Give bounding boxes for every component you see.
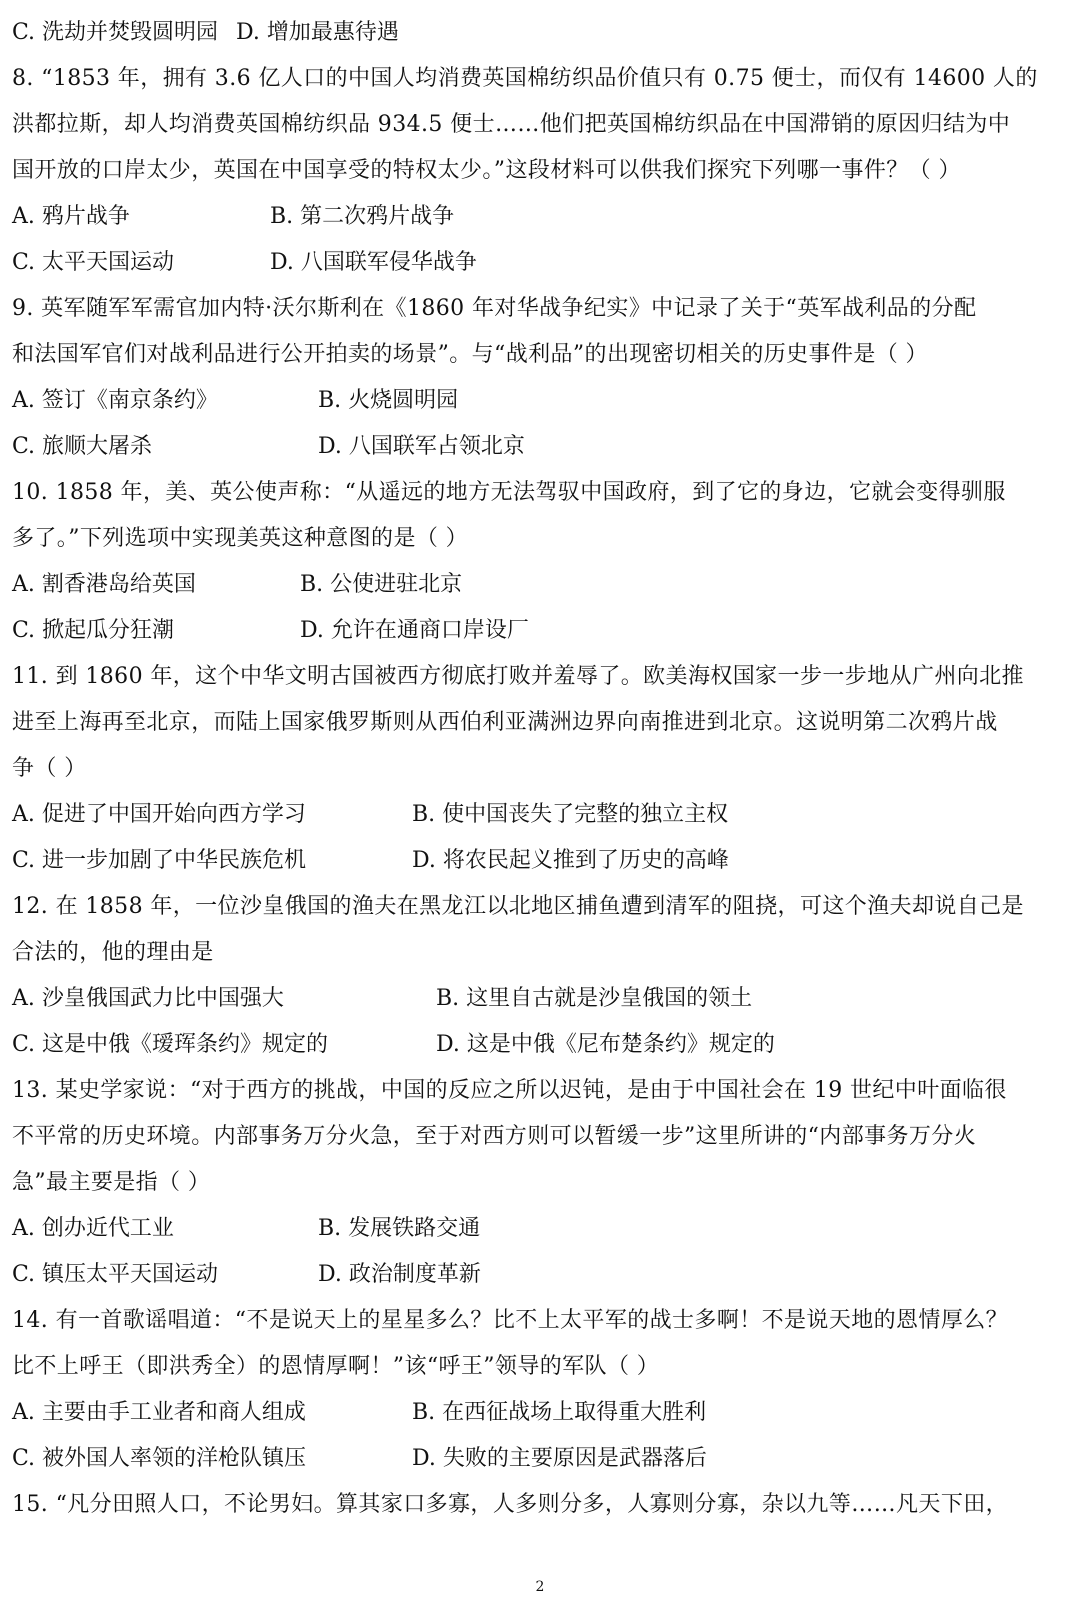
option-a: A. 创办近代工业 (12, 1216, 174, 1241)
question-text-line: 合法的，他的理由是 (12, 940, 214, 965)
option-c: C. 这是中俄《瑷珲条约》规定的 (12, 1032, 329, 1057)
option-c: C. 洗劫并焚毁圆明园 (12, 20, 219, 45)
option-d: D. 允许在通商口岸设厂 (300, 618, 529, 643)
option-a: A. 沙皇俄国武力比中国强大 (12, 986, 284, 1011)
question-text-line: 进至上海再至北京，而陆上国家俄罗斯则从西伯利亚满洲边界向南推进到北京。这说明第二次鸦片战 (12, 710, 998, 735)
option-c: C. 旅顺大屠杀 (12, 434, 153, 459)
option-a: A. 主要由手工业者和商人组成 (12, 1400, 306, 1425)
option-b: B. 火烧圆明园 (318, 388, 459, 413)
option-a: A. 促进了中国开始向西方学习 (12, 802, 306, 827)
question-text-line: 国开放的口岸太少，英国在中国享受的特权太少。”这段材料可以供我们探究下列哪一事件？（ ） (12, 158, 961, 183)
question-text-line: 争（ ） (12, 756, 87, 781)
question-text-line: 9. 英军随军军需官加内特·沃尔斯利在《1860 年对华战争纪实》中记录了关于“英军战利品的分配 (12, 296, 977, 321)
question-text-line: 12. 在 1858 年，一位沙皇俄国的渔夫在黑龙江以北地区捕鱼遭到清军的阻挠，可这个渔夫却说自己是 (12, 894, 1024, 919)
option-d: D. 八国联军占领北京 (318, 434, 525, 459)
question-text-line: 14. 有一首歌谣唱道：“不是说天上的星星多么？比不上太平军的战士多啊！不是说天地的恩情厚么？ (12, 1308, 1009, 1333)
option-a: A. 鸦片战争 (12, 204, 130, 229)
page-number: 2 (535, 1579, 545, 1595)
question-text-line: 急”最主要是指（ ） (12, 1170, 211, 1195)
option-c: C. 进一步加剧了中华民族危机 (12, 848, 307, 873)
question-text-line: 15. “凡分田照人口，不论男妇。算其家口多寡，人多则分多，人寡则分寡，杂以九等……凡天下田， (12, 1492, 1009, 1517)
question-text-line: 不平常的历史环境。内部事务万分火急，至于对西方则可以暂缓一步”这里所讲的“内部事务万分火 (12, 1124, 977, 1149)
option-d: D. 增加最惠待遇 (236, 20, 399, 45)
option-d: D. 将农民起义推到了历史的高峰 (412, 848, 729, 873)
option-b: B. 第二次鸦片战争 (270, 204, 455, 229)
question-text-line: 洪都拉斯，却人均消费英国棉纺织品 934.5 便士……他们把英国棉纺织品在中国滞销的原因归结为中 (12, 112, 1011, 137)
option-d: D. 八国联军侵华战争 (270, 250, 477, 275)
option-b: B. 发展铁路交通 (318, 1216, 481, 1241)
option-b: B. 公使进驻北京 (300, 572, 463, 597)
option-d: D. 失败的主要原因是武器落后 (412, 1446, 707, 1471)
option-d: D. 政治制度革新 (318, 1262, 481, 1287)
option-a: A. 割香港岛给英国 (12, 572, 196, 597)
question-text-line: 13. 某史学家说：“对于西方的挑战，中国的反应之所以迟钝，是由于中国社会在 19 世纪中叶面临很 (12, 1078, 1007, 1103)
question-text-line: 10. 1858 年，美、英公使声称：“从遥远的地方无法驾驭中国政府，到了它的身边，它就会变得驯服 (12, 480, 1006, 505)
question-text-line: 和法国军官们对战利品进行公开拍卖的场景”。与“战利品”的出现密切相关的历史事件是（ ） (12, 342, 928, 367)
question-text-line: 比不上呼王（即洪秀全）的恩情厚啊！”该“呼王”领导的军队（ ） (12, 1354, 660, 1379)
option-c: C. 掀起瓜分狂潮 (12, 618, 175, 643)
option-b: B. 使中国丧失了完整的独立主权 (412, 802, 729, 827)
option-b: B. 这里自古就是沙皇俄国的领土 (436, 986, 753, 1011)
option-d: D. 这是中俄《尼布楚条约》规定的 (436, 1032, 775, 1057)
question-text-line: 8. “1853 年，拥有 3.6 亿人口的中国人均消费英国棉纺织品价值只有 0.75 便士，而仅有 14600 人的 (12, 66, 1038, 91)
option-b: B. 在西征战场上取得重大胜利 (412, 1400, 707, 1425)
option-c: C. 太平天国运动 (12, 250, 175, 275)
option-a: A. 签订《南京条约》 (12, 388, 218, 413)
option-c: C. 被外国人率领的洋枪队镇压 (12, 1446, 307, 1471)
question-text-line: 多了。”下列选项中实现美英这种意图的是（ ） (12, 526, 469, 551)
question-text-line: 11. 到 1860 年，这个中华文明古国被西方彻底打败并羞辱了。欧美海权国家一步一步地从广州向北推 (12, 664, 1024, 689)
option-c: C. 镇压太平天国运动 (12, 1262, 219, 1287)
